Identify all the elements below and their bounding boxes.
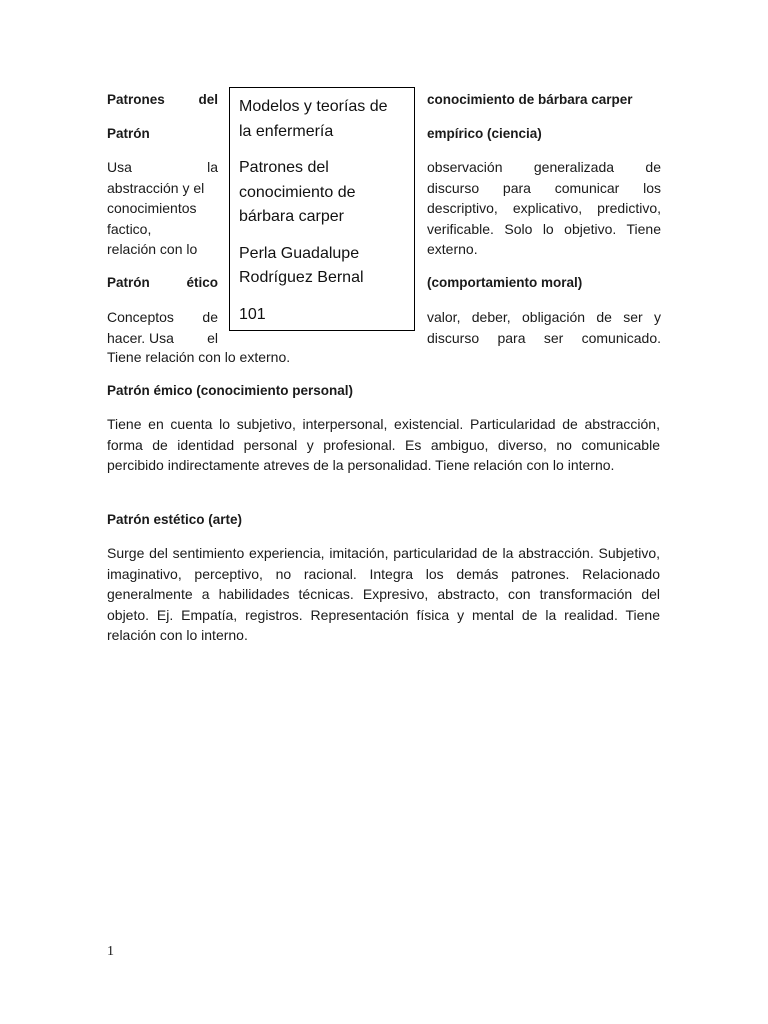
text-line: relación con lo — [107, 241, 198, 257]
etico-left-text — [107, 307, 218, 348]
text-word: el — [207, 329, 218, 346]
etico-last-line: Tiene relación con lo externo. — [107, 349, 291, 365]
text-line: abstracción y el — [107, 179, 205, 196]
text-line: factico, — [107, 220, 152, 237]
topic-line: bárbara carper — [239, 208, 344, 225]
etico-label-right: (comportamiento moral) — [427, 275, 583, 290]
text-line: discurso para ser comunicado. — [427, 329, 661, 346]
heading-right-fragment: conocimiento de bárbara carper — [427, 92, 633, 107]
group-number: 101 — [239, 305, 266, 323]
estetico-heading: Patrón estético (arte) — [107, 512, 243, 527]
empirico-label-left: Patrón — [107, 126, 150, 141]
heading-left-fragment — [107, 90, 218, 110]
text-word: hacer. Usa — [107, 329, 174, 346]
text-line: valor, deber, obligación de ser y — [427, 309, 661, 325]
empirico-left-text — [107, 157, 218, 260]
course-title-line: la enfermería — [239, 122, 334, 140]
course-title-line: Modelos y teorías de — [239, 98, 388, 115]
text-line: discurso para comunicar los — [427, 179, 661, 196]
heading-word: Patrón — [107, 275, 150, 290]
text-word: la — [207, 159, 218, 175]
heading-word: ético — [186, 275, 218, 290]
page-number: 1 — [107, 944, 114, 959]
text-line: observación generalizada de — [427, 159, 661, 175]
text-line — [107, 157, 218, 178]
text-line — [107, 328, 218, 349]
topic-line: Patrones del — [239, 159, 329, 176]
topic-line: conocimiento de — [239, 183, 356, 201]
emico-paragraph: Tiene en cuenta lo subjetivo, interpersonal, existencial. Particularidad de abstracción, forma de identidad personal y profesional. Es ambiguo, diverso, no comunicable percibido indirectamente atreves de la personalidad. Tiene relación con lo interno. — [107, 416, 660, 473]
heading-word: Patrones — [107, 92, 165, 107]
text-line: verificable. Solo lo objetivo. Tiene — [427, 220, 661, 237]
estetico-paragraph: Surge del sentimiento experiencia, imitación, particularidad de la abstracción. Subjetivo, imaginativo, perceptivo, no racional. Integra los demás patrones. Relacionado generalmente a habilidades técnicas. Expresivo, abstracto, con transformación del objeto. Ej. Empatía, registros. Representación física y mental de la realidad. Tiene relación con lo interno. — [107, 545, 660, 643]
text-word: Usa — [107, 159, 132, 175]
etico-label-left — [107, 273, 218, 293]
text-line: conocimientos — [107, 200, 197, 216]
author-name-line: Rodríguez Bernal — [239, 269, 364, 286]
empirico-label-right: empírico (ciencia) — [427, 126, 542, 141]
text-line — [107, 307, 218, 328]
text-word: Conceptos — [107, 309, 174, 325]
text-line: descriptivo, explicativo, predictivo, — [427, 200, 661, 216]
heading-word: del — [198, 92, 218, 107]
text-line: externo. — [427, 241, 478, 257]
text-word: de — [202, 309, 218, 325]
title-textbox — [229, 87, 415, 331]
emico-heading: Patrón émico (conocimiento personal) — [107, 383, 354, 398]
author-name-line: Perla Guadalupe — [239, 244, 360, 262]
empirico-right-text — [427, 157, 661, 260]
etico-right-text — [427, 307, 661, 348]
